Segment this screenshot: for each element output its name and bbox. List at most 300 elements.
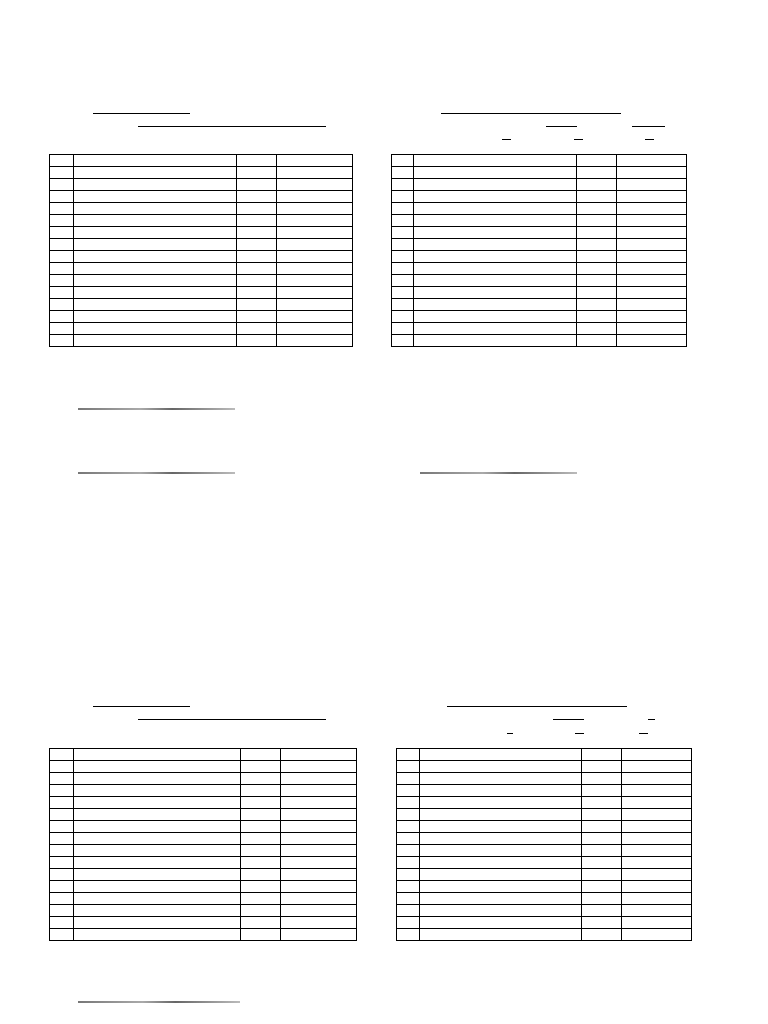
table-cell [420,833,582,845]
table-cell [577,311,617,323]
table-cell [74,773,241,785]
table-cell [74,833,241,845]
table-cell [241,929,281,941]
ruled-table-top-right [391,154,687,347]
table-cell [50,917,74,929]
table-row [392,287,687,299]
table-cell [617,275,687,287]
table-cell [241,845,281,857]
table-cell [237,215,277,227]
table-cell [281,749,357,761]
checkbox-underline [574,139,583,140]
table-row [392,275,687,287]
table-cell [50,857,74,869]
table-cell [74,785,241,797]
table-row [397,869,692,881]
table-cell [617,179,687,191]
table-cell [281,833,357,845]
table-row [397,809,692,821]
table-row [397,893,692,905]
header-line-wide [447,706,627,707]
table-cell [622,905,692,917]
table-cell [392,155,414,167]
table-row [50,785,357,797]
table-cell [50,797,74,809]
table-row [397,761,692,773]
table-cell [74,203,237,215]
table-cell [397,761,420,773]
table-cell [577,179,617,191]
table-cell [50,749,74,761]
table-row [50,845,357,857]
table-cell [237,191,277,203]
table-cell [622,761,692,773]
table-cell [74,227,237,239]
table-cell [277,263,353,275]
table-cell [281,845,357,857]
table-cell [241,809,281,821]
table-cell [582,785,622,797]
table-cell [397,749,420,761]
table-cell [241,761,281,773]
table-cell [392,299,414,311]
table-cell [281,869,357,881]
table-cell [237,239,277,251]
table-cell [420,881,582,893]
header-line-short [93,113,190,114]
table-cell [74,797,241,809]
table-cell [582,821,622,833]
table-cell [392,179,414,191]
table-cell [277,251,353,263]
table-row [50,167,353,179]
table-cell [622,797,692,809]
table-row [50,287,353,299]
table-cell [241,797,281,809]
signature-line [78,472,235,474]
table-row [392,215,687,227]
table-cell [577,299,617,311]
table-cell [50,869,74,881]
table-cell [74,869,241,881]
table-cell [277,227,353,239]
table-cell [237,275,277,287]
table-cell [281,905,357,917]
table-cell [241,785,281,797]
table-cell [241,749,281,761]
ruled-table-bottom-right [396,748,692,941]
table-cell [397,881,420,893]
table-cell [74,299,237,311]
table-row [392,299,687,311]
table-cell [50,335,74,347]
ruled-table-bottom-left [49,748,357,941]
table-cell [392,227,414,239]
table-cell [50,905,74,917]
table-row [392,323,687,335]
table-row [50,917,357,929]
table-cell [50,809,74,821]
table-cell [74,905,241,917]
table-cell [397,785,420,797]
table-row [392,263,687,275]
header-line-long [138,719,326,720]
table-row [50,311,353,323]
table-cell [74,155,237,167]
table-cell [414,263,577,275]
table-cell [420,821,582,833]
table-cell [397,893,420,905]
table-cell [50,263,74,275]
table-cell [577,215,617,227]
table-cell [414,227,577,239]
table-cell [622,773,692,785]
table-row [50,239,353,251]
table-cell [577,287,617,299]
checkbox-underline [645,139,654,140]
table-cell [582,857,622,869]
table-row [392,335,687,347]
checkbox-underline [639,733,648,734]
table-cell [397,833,420,845]
table-cell [74,761,241,773]
table-row [50,833,357,845]
table-row [50,773,357,785]
table-cell [582,881,622,893]
checkbox-underline [507,733,513,734]
header-line-short [93,706,190,707]
table-cell [397,773,420,785]
table-row [50,263,353,275]
table-cell [50,167,74,179]
table-cell [74,857,241,869]
signature-line [78,1001,240,1003]
table-cell [281,893,357,905]
table-cell [74,311,237,323]
table-cell [622,809,692,821]
table-cell [392,251,414,263]
table-cell [622,857,692,869]
table-cell [414,299,577,311]
table-cell [577,167,617,179]
table-cell [237,167,277,179]
table-cell [277,335,353,347]
table-cell [420,785,582,797]
table-cell [414,203,577,215]
table-cell [50,227,74,239]
checkbox-underline [502,139,511,140]
table-row [392,239,687,251]
table-cell [281,809,357,821]
table-cell [420,761,582,773]
table-cell [50,191,74,203]
table-cell [74,323,237,335]
table-row [50,869,357,881]
table-cell [50,785,74,797]
table-cell [414,155,577,167]
table-cell [617,287,687,299]
table-cell [622,929,692,941]
table-cell [617,203,687,215]
table-cell [74,263,237,275]
table-cell [50,251,74,263]
table-cell [577,227,617,239]
table-cell [622,833,692,845]
table-cell [617,335,687,347]
table-cell [420,749,582,761]
table-cell [392,215,414,227]
table-cell [50,215,74,227]
table-cell [617,263,687,275]
table-cell [392,311,414,323]
table-row [50,797,357,809]
table-row [392,311,687,323]
table-cell [392,191,414,203]
table-cell [241,893,281,905]
table-cell [50,929,74,941]
table-row [50,215,353,227]
table-cell [277,323,353,335]
table-cell [281,881,357,893]
table-cell [237,179,277,191]
table-cell [420,857,582,869]
table-cell [582,833,622,845]
table-row [50,299,353,311]
table-cell [74,335,237,347]
table-row [50,809,357,821]
table-cell [622,749,692,761]
table-cell [420,845,582,857]
table-cell [577,191,617,203]
table-cell [281,797,357,809]
table-cell [74,167,237,179]
table-cell [414,179,577,191]
table-cell [582,749,622,761]
checkbox-underline [575,733,584,734]
table-cell [577,335,617,347]
table-cell [392,323,414,335]
table-cell [420,929,582,941]
table-cell [241,857,281,869]
table-cell [392,287,414,299]
header-field-line [546,126,577,127]
signature-line [420,472,577,474]
table-cell [281,929,357,941]
table-cell [74,251,237,263]
table-cell [277,203,353,215]
table-cell [397,869,420,881]
table-cell [241,917,281,929]
table-cell [617,167,687,179]
table-cell [50,179,74,191]
table-cell [74,845,241,857]
header-field-line [632,126,665,127]
table-cell [237,227,277,239]
table-cell [74,893,241,905]
table-cell [414,335,577,347]
table-row [397,857,692,869]
table-cell [237,287,277,299]
table-cell [577,323,617,335]
table-cell [392,167,414,179]
table-cell [414,323,577,335]
table-row [50,227,353,239]
table-cell [50,155,74,167]
table-cell [397,857,420,869]
table-cell [397,929,420,941]
table-cell [397,845,420,857]
table-cell [582,869,622,881]
table-cell [582,905,622,917]
table-row [397,749,692,761]
table-cell [281,761,357,773]
table-cell [577,203,617,215]
signature-line [78,408,235,410]
table-cell [50,833,74,845]
table-row [392,155,687,167]
table-row [397,833,692,845]
table-cell [241,869,281,881]
table-row [50,905,357,917]
table-cell [74,287,237,299]
header-field-line [553,719,584,720]
table-cell [420,905,582,917]
table-cell [617,215,687,227]
table-cell [414,167,577,179]
table-cell [420,893,582,905]
table-cell [577,263,617,275]
table-row [392,179,687,191]
table-cell [281,917,357,929]
table-cell [392,275,414,287]
table-cell [414,311,577,323]
table-cell [237,311,277,323]
table-row [50,275,353,287]
table-row [397,785,692,797]
table-cell [237,335,277,347]
table-cell [582,917,622,929]
table-cell [577,251,617,263]
table-cell [397,809,420,821]
table-cell [617,227,687,239]
table-cell [50,893,74,905]
table-cell [414,239,577,251]
table-cell [277,287,353,299]
table-cell [582,929,622,941]
table-row [392,227,687,239]
table-cell [241,773,281,785]
table-row [50,821,357,833]
table-cell [582,809,622,821]
table-cell [392,203,414,215]
table-cell [420,797,582,809]
table-row [50,323,353,335]
table-cell [50,845,74,857]
table-cell [50,821,74,833]
table-row [397,905,692,917]
table-cell [577,155,617,167]
table-cell [50,323,74,335]
table-row [50,335,353,347]
table-cell [622,785,692,797]
table-cell [50,773,74,785]
table-cell [74,749,241,761]
table-cell [414,275,577,287]
table-cell [50,311,74,323]
table-cell [414,287,577,299]
table-cell [617,299,687,311]
table-row [50,179,353,191]
table-cell [622,881,692,893]
table-row [50,881,357,893]
table-row [50,749,357,761]
table-cell [622,893,692,905]
table-cell [237,323,277,335]
table-cell [617,155,687,167]
table-cell [622,869,692,881]
table-cell [281,857,357,869]
table-row [397,773,692,785]
table-cell [397,905,420,917]
table-cell [277,191,353,203]
table-cell [74,275,237,287]
table-cell [420,869,582,881]
table-cell [622,821,692,833]
table-cell [582,797,622,809]
header-line-wide [441,113,621,114]
table-cell [50,761,74,773]
table-row [50,893,357,905]
table-cell [397,797,420,809]
table-cell [74,929,241,941]
table-cell [277,167,353,179]
table-cell [414,191,577,203]
table-row [397,917,692,929]
table-cell [582,773,622,785]
table-cell [420,917,582,929]
table-cell [74,179,237,191]
table-row [50,929,357,941]
table-cell [237,299,277,311]
table-cell [74,215,237,227]
table-cell [420,809,582,821]
table-row [50,191,353,203]
table-cell [281,773,357,785]
table-cell [237,155,277,167]
table-cell [50,881,74,893]
table-cell [277,275,353,287]
table-cell [617,323,687,335]
table-cell [577,275,617,287]
table-cell [281,785,357,797]
ruled-table-top-left [49,154,353,347]
table-cell [277,155,353,167]
table-cell [392,263,414,275]
table-cell [50,203,74,215]
table-cell [50,299,74,311]
table-cell [241,833,281,845]
table-row [392,191,687,203]
table-row [50,251,353,263]
table-cell [241,905,281,917]
table-cell [237,263,277,275]
table-cell [50,275,74,287]
table-cell [397,917,420,929]
table-row [397,821,692,833]
table-cell [74,191,237,203]
table-cell [74,917,241,929]
table-cell [50,239,74,251]
